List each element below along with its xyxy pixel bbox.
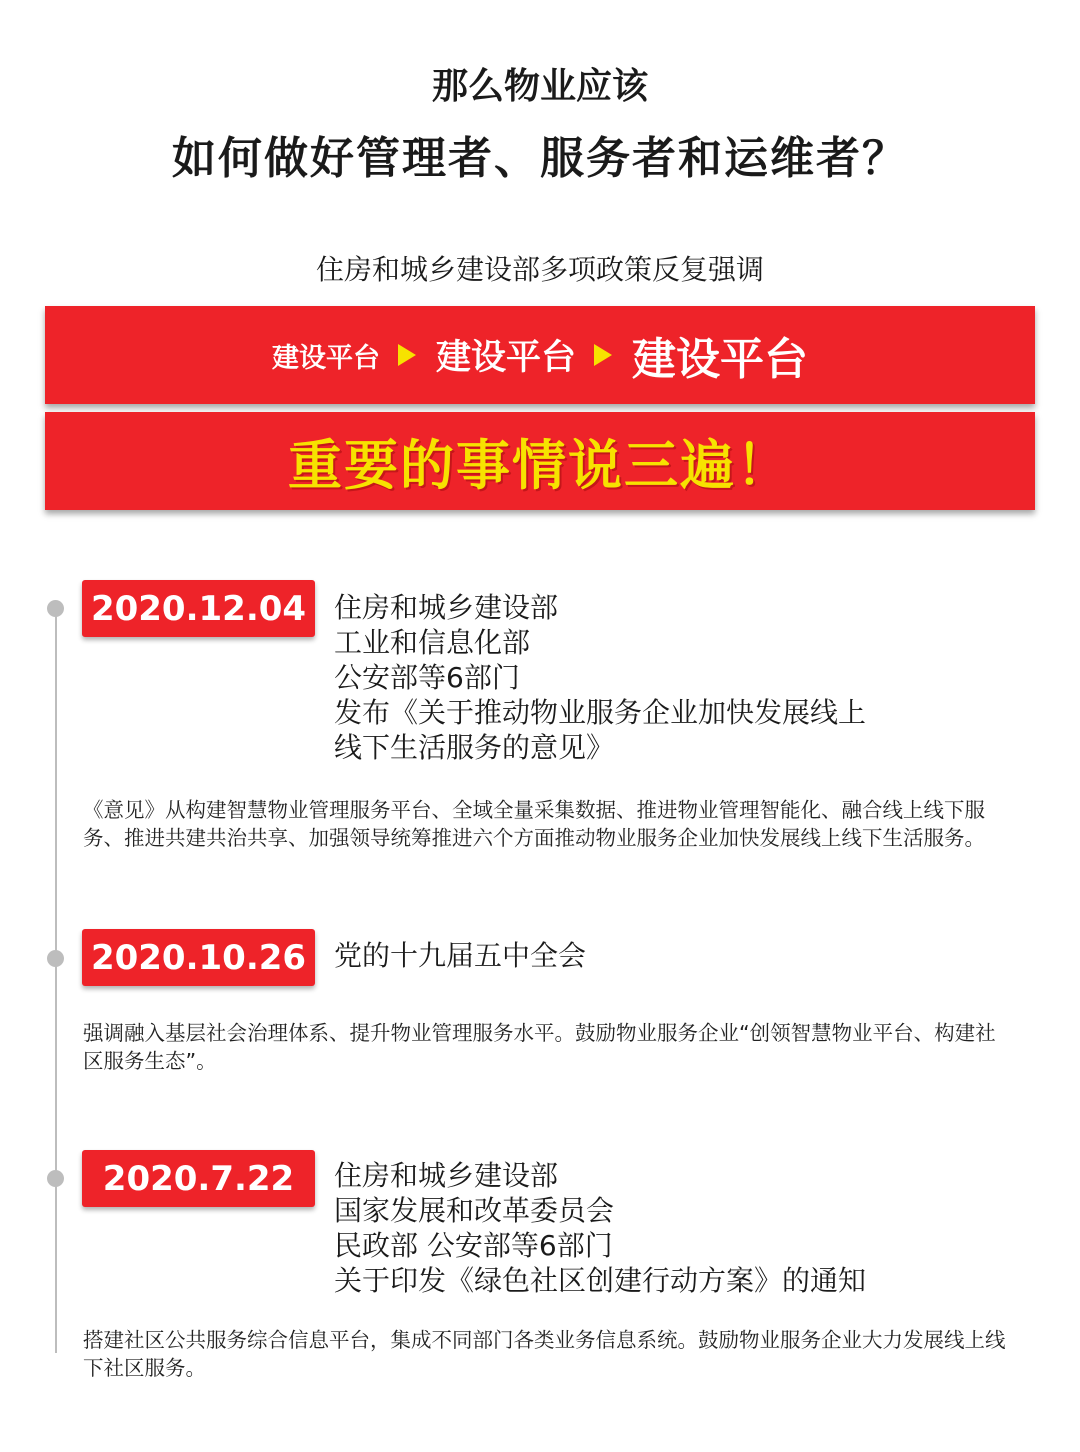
banner-phrase-small: 建设平台: [271, 342, 380, 374]
event-description: 《意见》从构建智慧物业管理服务平台、全域全量采集数据、推进物业管理智能化、融合线上线下服务、推进共建共治共享、加强领导统筹推进六个方面推动物业服务企业加快发展线上线下生活服务。: [83, 798, 985, 850]
agency-line: 工业和信息化部: [334, 626, 531, 659]
timeline-dot: [47, 950, 64, 967]
arrow-right-icon: [398, 344, 416, 366]
agency-line: 国家发展和改革委员会: [334, 1194, 615, 1227]
agency-line: 关于印发《绿色社区创建行动方案》的通知: [334, 1264, 867, 1297]
agency-line: 民政部 公安部等6部门: [334, 1229, 613, 1262]
agency-line: 线下生活服务的意见》: [334, 731, 615, 764]
agency-line: 党的十九届五中全会: [334, 939, 587, 972]
agency-list: [334, 1158, 866, 1298]
intro-text: 住房和城乡建设部多项政策反复强调: [315, 253, 764, 286]
event-description: 强调融入基层社会治理体系、提升物业管理服务水平。鼓励物业服务企业“创领智慧物业平台、构建社区服务生态”。: [83, 1021, 996, 1073]
heading-line-1: 那么物业应该: [431, 66, 648, 107]
event-description: 搭建社区公共服务综合信息平台，集成不同部门各类业务信息系统。鼓励物业服务企业大力发展线上线下社区服务。: [83, 1328, 1006, 1380]
date-badge: 2020.10.26: [82, 929, 315, 986]
agency-line: 住房和城乡建设部: [334, 1159, 559, 1192]
timeline-dot: [47, 600, 64, 617]
banner-phrase-medium: 建设平台: [435, 338, 576, 378]
emphasis-text: 重要的事情说三遍！: [288, 433, 792, 497]
date-badge: 2020.12.04: [82, 580, 315, 637]
emphasis-banner: [45, 412, 1035, 510]
agency-list: [334, 938, 586, 973]
heading-line-2: 如何做好管理者、服务者和运维者？: [172, 133, 908, 184]
timeline-line: [55, 608, 57, 1353]
build-platform-banner: [45, 306, 1035, 404]
agency-list: [334, 590, 866, 765]
banner-phrase-large: 建设平台: [632, 334, 808, 385]
agency-line: 住房和城乡建设部: [334, 591, 559, 624]
agency-line: 发布《关于推动物业服务企业加快发展线上: [334, 696, 867, 729]
arrow-right-icon: [594, 344, 612, 366]
timeline-dot: [47, 1170, 64, 1187]
agency-line: 公安部等6部门: [334, 661, 520, 694]
date-badge: 2020.7.22: [82, 1150, 315, 1207]
